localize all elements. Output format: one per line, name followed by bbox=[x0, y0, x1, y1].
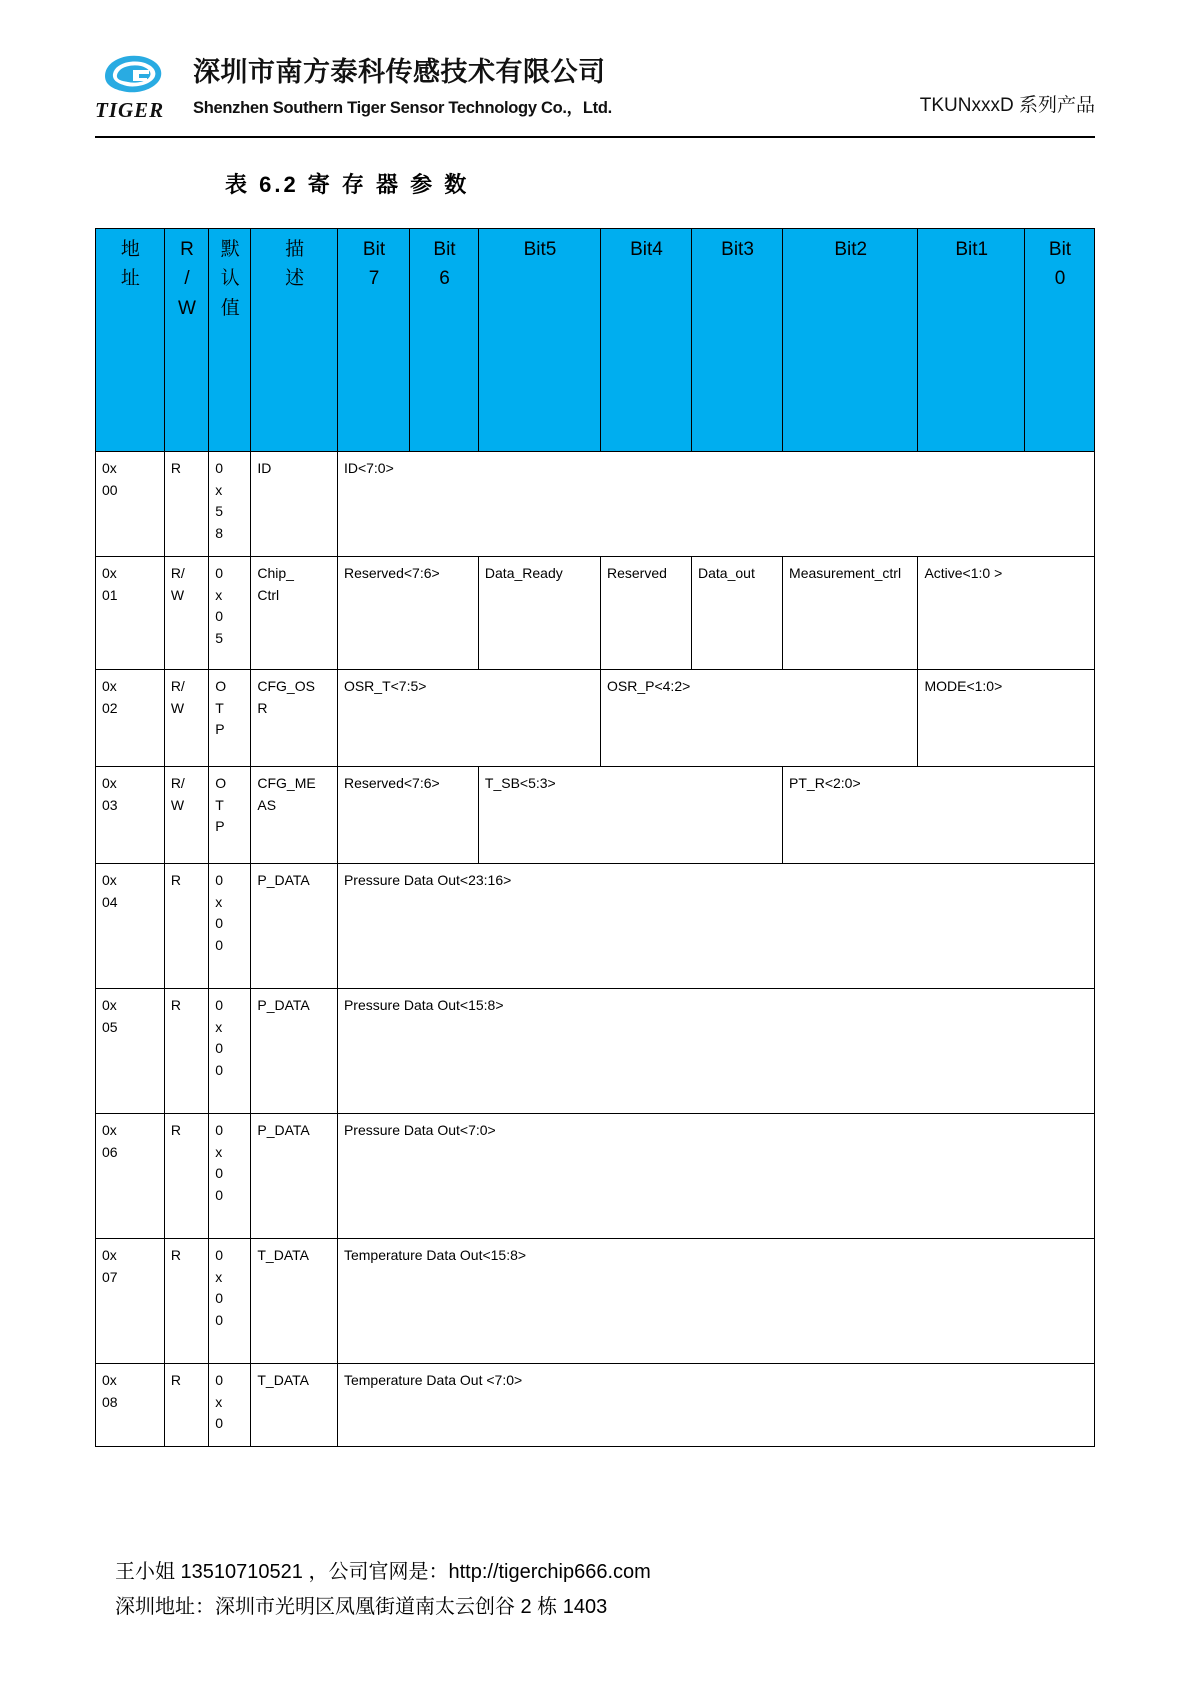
cell-bitfield: MODE<1:0> bbox=[918, 670, 1095, 767]
column-header-rw: R / W bbox=[164, 229, 208, 452]
table-row bbox=[96, 452, 1095, 557]
cell-rw: R bbox=[164, 864, 208, 989]
cell-default: O T P bbox=[209, 767, 251, 864]
cell-bitfield: Measurement_ctrl bbox=[783, 557, 918, 670]
table-row bbox=[96, 1364, 1095, 1447]
column-header-bit2: Bit2 bbox=[783, 229, 918, 452]
cell-address: 0x 03 bbox=[96, 767, 165, 864]
table-row bbox=[96, 767, 1095, 864]
cell-default: 0 x 0 5 bbox=[209, 557, 251, 670]
table-row bbox=[96, 989, 1095, 1114]
table-row bbox=[96, 557, 1095, 670]
column-header-bit1: Bit1 bbox=[918, 229, 1025, 452]
cell-address: 0x 05 bbox=[96, 989, 165, 1114]
cell-address: 0x 08 bbox=[96, 1364, 165, 1447]
cell-rw: R bbox=[164, 1239, 208, 1364]
cell-default: 0 x 0 0 bbox=[209, 1239, 251, 1364]
footer-contact-line: 王小姐 13510710521 ，公司官网是：http://tigerchip666.com bbox=[115, 1561, 651, 1583]
cell-address: 0x 01 bbox=[96, 557, 165, 670]
cell-bitfield: ID<7:0> bbox=[337, 452, 1094, 557]
cell-address: 0x 00 bbox=[96, 452, 165, 557]
cell-bitfield: Data_out bbox=[692, 557, 783, 670]
column-header-address: 地 址 bbox=[96, 229, 165, 452]
cell-bitfield: T_SB<5:3> bbox=[478, 767, 782, 864]
cell-bitfield: Pressure Data Out<7:0> bbox=[337, 1114, 1094, 1239]
cell-description: Chip_ Ctrl bbox=[251, 557, 338, 670]
cell-default: O T P bbox=[209, 670, 251, 767]
column-header-bit0: Bit 0 bbox=[1024, 229, 1094, 452]
cell-rw: R bbox=[164, 452, 208, 557]
document-footer bbox=[115, 1555, 1075, 1625]
company-name-cn: 深圳市南方泰科传感技术有限公司 bbox=[193, 57, 606, 87]
column-header-bit7: Bit 7 bbox=[337, 229, 409, 452]
column-header-description: 描 述 bbox=[251, 229, 338, 452]
register-parameter-table bbox=[95, 228, 1095, 1447]
cell-default: 0 x 0 bbox=[209, 1364, 251, 1447]
column-header-bit6: Bit 6 bbox=[410, 229, 479, 452]
cell-address: 0x 06 bbox=[96, 1114, 165, 1239]
cell-bitfield: OSR_P<4:2> bbox=[601, 670, 918, 767]
cell-bitfield: Temperature Data Out<15:8> bbox=[337, 1239, 1094, 1364]
company-name-en: Shenzhen Southern Tiger Sensor Technology Co.，Ltd. bbox=[193, 99, 612, 117]
table-row bbox=[96, 1114, 1095, 1239]
cell-description: CFG_ME AS bbox=[251, 767, 338, 864]
header-divider bbox=[95, 136, 1095, 138]
cell-bitfield: Temperature Data Out <7:0> bbox=[337, 1364, 1094, 1447]
cell-bitfield: Data_Ready bbox=[478, 557, 600, 670]
cell-description: CFG_OS R bbox=[251, 670, 338, 767]
table-title: 表 6.2 寄 存 器 参 数 bbox=[225, 172, 470, 197]
cell-default: 0 x 0 0 bbox=[209, 989, 251, 1114]
cell-description: P_DATA bbox=[251, 989, 338, 1114]
cell-bitfield: Pressure Data Out<15:8> bbox=[337, 989, 1094, 1114]
cell-bitfield: Reserved<7:6> bbox=[337, 767, 478, 864]
cell-description: ID bbox=[251, 452, 338, 557]
cell-bitfield: Reserved bbox=[601, 557, 692, 670]
cell-rw: R/ W bbox=[164, 557, 208, 670]
cell-rw: R/ W bbox=[164, 670, 208, 767]
cell-address: 0x 02 bbox=[96, 670, 165, 767]
cell-bitfield: PT_R<2:0> bbox=[783, 767, 1095, 864]
table-header-row bbox=[96, 229, 1095, 452]
cell-bitfield: OSR_T<7:5> bbox=[337, 670, 600, 767]
column-header-bit3: Bit3 bbox=[692, 229, 783, 452]
cell-default: 0 x 5 8 bbox=[209, 452, 251, 557]
table-row bbox=[96, 1239, 1095, 1364]
column-header-bit4: Bit4 bbox=[601, 229, 692, 452]
cell-rw: R/ W bbox=[164, 767, 208, 864]
cell-description: T_DATA bbox=[251, 1364, 338, 1447]
cell-rw: R bbox=[164, 1364, 208, 1447]
cell-default: 0 x 0 0 bbox=[209, 1114, 251, 1239]
footer-address-line: 深圳地址：深圳市光明区凤凰街道南太云创谷 2 栋 1403 bbox=[115, 1596, 608, 1618]
tiger-logo-icon bbox=[103, 54, 165, 96]
document-header bbox=[95, 48, 1095, 136]
table-row bbox=[96, 864, 1095, 989]
logo-wordmark: TIGER bbox=[95, 98, 165, 122]
cell-bitfield: Reserved<7:6> bbox=[337, 557, 478, 670]
cell-bitfield: Pressure Data Out<23:16> bbox=[337, 864, 1094, 989]
table-body bbox=[96, 452, 1095, 1447]
company-logo bbox=[95, 54, 185, 124]
cell-description: P_DATA bbox=[251, 864, 338, 989]
column-header-bit5: Bit5 bbox=[478, 229, 600, 452]
column-header-default: 默 认 值 bbox=[209, 229, 251, 452]
cell-description: P_DATA bbox=[251, 1114, 338, 1239]
cell-description: T_DATA bbox=[251, 1239, 338, 1364]
cell-rw: R bbox=[164, 1114, 208, 1239]
cell-bitfield: Active<1:0 > bbox=[918, 557, 1095, 670]
cell-address: 0x 07 bbox=[96, 1239, 165, 1364]
cell-address: 0x 04 bbox=[96, 864, 165, 989]
cell-rw: R bbox=[164, 989, 208, 1114]
cell-default: 0 x 0 0 bbox=[209, 864, 251, 989]
document-series-label: TKUNxxxD 系列产品 bbox=[919, 95, 1095, 116]
table-row bbox=[96, 670, 1095, 767]
